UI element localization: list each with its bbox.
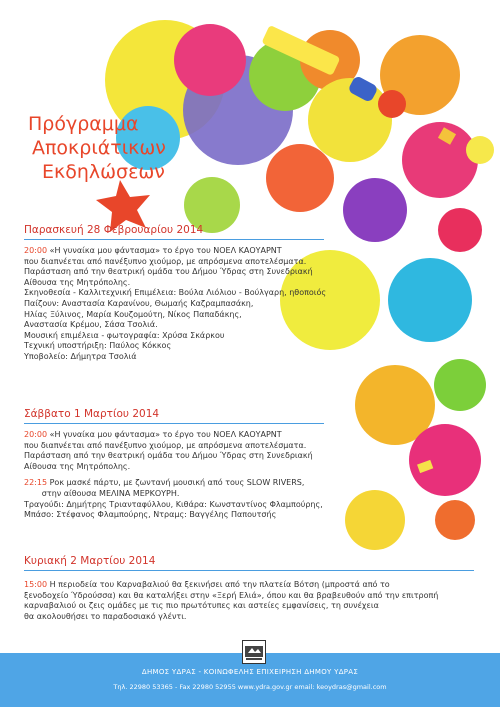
event-time: 22:15 [24,478,48,488]
event-line [24,580,438,591]
day-heading: Κυριακή 2 Μαρτίου 2014 [24,555,156,567]
day-events [24,430,323,521]
event-time: 15:00 [24,580,48,589]
footer-organization: ΔΗΜΟΣ ΥΔΡΑΣ - ΚΟΙΝΩΦΕΛΗΣ ΕΠΙΧΕΙΡΗΣΗ ΔΗΜΟΥ ΥΔΡΑΣ [141,668,359,676]
event-line: Μπάσο: Στέφανος Φλαμπούρης, Ντραμς: Βαγγέλης Παπουτσής [24,510,277,520]
confetti-dot [174,24,246,96]
event-line: Αίθουσα της Μητρόπολης. [24,277,131,287]
event-line: στην αίθουσα ΜΕΛΙΝΑ ΜΕΡΚΟΥΡΗ. [24,488,180,498]
event-text: «Η γυναίκα μου φάντασμα» το έργο του ΝΟΕΛ ΚΑΟΥΑΡΝΤ [47,430,282,439]
footer-contact: Τηλ. 22980 53365 - Fax 22980 52955 www.ydra.gov.gr email: keoydras@gmail.com [113,683,387,691]
day-divider [24,423,324,424]
confetti-dot [402,122,478,198]
event-text: «Η γυναίκα μου φάντασμα» το έργο του ΝΟΕΛ ΚΑΟΥΑΡΝΤ [47,246,282,255]
event-line: Παίζουν: Αναστασία Καρανίνου, Θωμαής Καζραμπασάκη, [24,298,254,308]
event-line: που διαπνέεται από πανέξυπνο χιούμορ, με απρόσμενα αποτελέσματα. [24,256,307,266]
event-line: Αίθουσα της Μητρόπολης. [24,461,131,471]
confetti-dot [343,178,407,242]
day-heading: Παρασκευή 28 Φεβρουαρίου 2014 [24,224,204,236]
confetti-dot [266,144,334,212]
event-line: Τραγούδι: Δημήτρης Τριανταφύλλου, Κιθάρα: Κωνσταντίνος Φλαμπούρης, [24,499,323,509]
confetti-dot [434,359,486,411]
event-time: 20:00 [24,430,48,439]
event-line: Παράσταση από την θεατρική ομάδα του Δήμου Ύδρας στη Συνεδριακή [24,267,313,277]
event-line [24,430,323,441]
confetti-dot [345,490,405,550]
day-heading: Σάββατο 1 Μαρτίου 2014 [24,408,160,420]
event-line: Μουσική επιμέλεια - φωτογραφία: Χρύσα Σκάρκου [24,330,225,340]
day-divider [24,239,324,240]
day-events [24,246,326,363]
title-line-2: Αποκριάτικων [32,137,166,159]
event-line: καρναβαλιού οι ζεις ομάδες με τις πιο πρωτότυπες και αστείες εμφανίσεις, τη συνέχεια [24,601,379,611]
confetti-dot [388,258,472,342]
day-divider [24,570,474,571]
event-line [24,478,323,489]
event-line: ξενοδοχείο Ύδρούσσα) και θα καταλήξει στην «Ξερή Ελιά», όπου και θα βραβευθούν από την επιτροπή [24,590,439,600]
program-title [28,112,166,184]
confetti-dot [466,136,494,164]
event-line: θα ακολουθήσει το παραδοσιακό γλέντι. [24,611,187,621]
event-line: Παράσταση από την θεατρική ομάδα του Δήμου Ύδρας στη Συνεδριακή [24,451,313,461]
event-text: Ροκ μασκέ πάρτυ, με ζωντανή μουσική από τους SLOW RIVERS, [47,478,305,488]
event-line: Αναστασία Κρέμου, Σάσα Τσολιά. [24,320,158,330]
confetti-dot [409,424,481,496]
confetti-dot [435,500,475,540]
event-line [24,246,326,257]
event-line: Ηλίας Ξύλινος, Μαρία Κουζομούτη, Νίκος Παπαδάκης, [24,309,242,319]
confetti-dot [438,208,482,252]
event-line: που διαπνέεται από πανέξυπνο χιούμορ, με απρόσμενα αποτελέσματα. [24,440,307,450]
event-text: Η περιοδεία του Καρναβαλιού θα ξεκινήσει από την πλατεία Βότση (μπροστά από το [47,580,390,589]
event-time: 20:00 [24,246,48,255]
logo-emblem-icon [243,641,265,663]
confetti-party-horn-ring [378,90,406,118]
event-line: Υποβολείο: Δήμητρα Τσολιά [24,351,137,361]
municipality-logo [242,640,266,664]
event-line: Σκηνοθεσία - Καλλιτεχνική Επιμέλεια: Βούλα Λιόλιου - Βούλγαρη, ηθοποιός [24,288,327,298]
event-line: Τεχνική υποστήριξη: Παύλος Κόκκος [24,341,172,351]
title-line-3: Εκδηλώσεων [42,161,165,183]
day-events [24,580,438,622]
title-line-1: Πρόγραμμα [28,113,139,135]
